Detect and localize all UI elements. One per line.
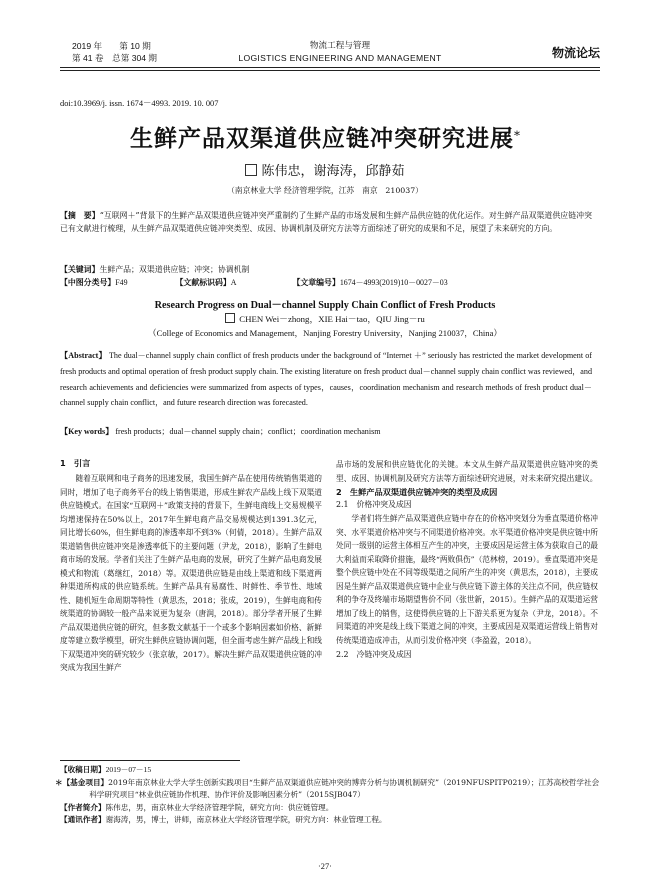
article-no-label: 【文章编号】 (292, 278, 340, 287)
clc-value: F49 (115, 278, 128, 287)
subsection-2-1-paragraph: 学者们将生鲜产品双渠道供应链中存在的价格冲突划分为垂直渠道价格冲突、水平渠道价格冲突与不同渠道价格冲突。水平渠道价格冲突是供应链中所处同一级别的运营主体相互产生的冲突，主要成因是运营主体为获取自己的最大利益而采取降价措施，最终“两败俱伤”（范林榜，2019）。垂直渠道冲突是整个供应链中处在不同等级渠道之间所产生的冲突（黄思杰，2018），主要成因是生鲜产品双渠道供应链中企业与供应链下游主体的关注点不同，供应链权利的争夺及终端市场期望售价不同（张世新，2015）。生鲜产品的双渠道运营增加了线上的销售，这使得供应链的上下游关系更为复杂（尹龙，2018）。不同渠道的冲突是线上线下渠道之间的冲突，主要成因是双渠道运营线上销售对传统渠道造成冲击，从而引发价格冲突（李盈盈，2018）。 (336, 514, 598, 645)
authors-zh-line (0, 160, 650, 179)
authors-en-line (0, 312, 650, 325)
header-column: 物流论坛 (551, 46, 600, 60)
subsection-2-2-heading: 2.2 冷链冲突及成因 (336, 650, 412, 659)
abstract-zh-label: 【摘 要】 (60, 211, 100, 220)
received-label: 【收稿日期】 (60, 765, 106, 774)
abstract-en-text: The dual－channel supply chain conflict of fresh products under the background of “Internet ＋” seriously has restricted the market development of fresh products and optimal operation of fresh product supply chain. The existing literature on fresh product dual－channel supply chain conflict was reviewed，and research achievements and deficiencies were summarized from aspects of types，causes，coordination mechanism and research methods of fresh product dual－channel supply chain conflict，and future research direction was forecasted. (60, 351, 592, 408)
section-1-heading: 1 引言 (60, 458, 91, 468)
footnote-author (60, 802, 600, 815)
abstract-en-label: 【Abstract】 (60, 351, 107, 360)
author-bio-label: 【作者简介】 (60, 802, 106, 812)
keywords-zh-text: 生鲜产品；双渠道供应链；冲突；协调机制 (99, 265, 250, 274)
contact-text: 谢海涛，男，博士，讲师，南京林业大学经济管理学院，研究方向：林业管理工程。 (105, 815, 387, 824)
abstract-zh-text: “互联网＋”背景下的生鲜产品双渠道供应链冲突严重制约了生鲜产品的市场发展和生鲜产品供应链的优化运作。对生鲜产品双渠道供应链冲突已有文献进行梳理，从生鲜产品双渠道供应链冲突类型、成因、协调机制及研究方法等方面综述了研究的成果和不足，展望了未来研究的方向。 (60, 211, 592, 233)
keywords-en-label: 【Key words】 (60, 427, 114, 436)
fund-text: 2019年南京林业大学大学生创新实践项目“生鲜产品双渠道供应链冲突的博弈分析与协调机制研究”（2019NFUSPITP0219）；江苏高校哲学社会科学研究项目“林业供应链协作机理、协作评价及影响因素分析”（2015SJB047） (89, 777, 600, 799)
subsection-2-1-heading: 2.1 价格冲突及成因 (336, 500, 412, 509)
header-year-issue: 2019 年 第 10 期 (72, 41, 151, 51)
header-volume: 第 41 卷 总第 304 期 (72, 53, 158, 63)
left-column (60, 458, 322, 675)
section-1-paragraph: 随着互联网和电子商务的迅速发展，我国生鲜产品在使用传统销售渠道的同时，增加了电子商务平台的线上销售渠道，形成生鲜农产品线上线下双渠道供应链模式。在国家“互联网＋”政策支持的背景下，生鲜电商线上交易规模平均增速保持在50%以上，2017年生鲜电商产品交易规模达到1391.3亿元，同比增长60%，但生鲜电商的渗透率却不到3%（何倩，2018）。生鲜产品双渠道销售供应链冲突是渗透率低下的主要问题（尹龙，2018），影响了生鲜电商市场的发展。学者们关注了生鲜产品电商的发展，研究了生鲜产品电商发展模式和物流（葛继红，2018）等。双渠道供应链是由线上渠道和线下渠道两种渠道所构成的供应链系统。生鲜产品具有易腐性、时鲜性、季节性、地域性、随机短生命周期等特性（黄思杰，2018；张成，2019），生鲜电商和传统渠道的协调较一般产品来说更为复杂（唐润，2018）。部分学者开展了生鲜产品双渠道供应链的研究，但多数文献基于一个或多个影响因素如价格、新鲜度等建立数学模型，研究生鲜供应链协调问题，但全面考虑生鲜产品线上和线下双渠道冲突的研究较少（张京敏，2017）。解决生鲜产品双渠道供应链的冲突成为我国生鲜产 (60, 474, 322, 672)
keywords-zh (60, 263, 592, 276)
title-zh: 生鲜产品双渠道供应链冲突研究进展 (130, 126, 514, 152)
footnote-received (60, 764, 600, 777)
authors-zh: 陈伟忠，谢海涛，邱静茹 (261, 164, 405, 179)
title-footnote-mark: * (514, 128, 520, 143)
article-no-value: 1674－4993(2019)10－0027－03 (339, 278, 448, 287)
doc-code-label: 【文献标识码】 (175, 278, 231, 287)
right-column (336, 458, 598, 660)
clc-label: 【中图分类号】 (60, 278, 116, 287)
title-block (0, 120, 650, 153)
page-number: ·27· (318, 862, 332, 871)
authors-en: CHEN Wei－zhong，XIE Hai－tao，QIU Jing－ru (239, 314, 425, 324)
title-en: Research Progress on Dual－channel Supply Chain Conflict of Fresh Products (154, 300, 496, 311)
keywords-en-text: fresh products；dual－channel supply chain；conflict；coordination mechanism (115, 427, 381, 436)
header-journal-en: LOGISTICS ENGINEERING AND MANAGEMENT (238, 53, 442, 63)
keywords-en (60, 426, 592, 437)
author-en-box-icon (225, 313, 235, 323)
header-rule-bottom (60, 70, 600, 71)
author-bio-text: 陈伟忠，男，南京林业大学经济管理学院，研究方向：供应链管理。 (105, 802, 334, 812)
keywords-zh-label: 【关键词】 (60, 265, 100, 274)
received-date: 2019－07－15 (105, 765, 152, 774)
abstract-zh (60, 210, 592, 235)
section-2-heading: 2 生鲜产品双渠道供应链冲突的类型及成因 (336, 487, 498, 497)
abstract-en (60, 348, 592, 411)
header-rule-top (60, 67, 600, 68)
classification-line (60, 276, 592, 289)
doi: doi:10.3969/j. issn. 1674－4993. 2019. 10. 007 (60, 99, 219, 108)
footnote-contact (60, 814, 600, 827)
footnote-fund (55, 777, 600, 802)
header-journal-zh: 物流工程与管理 (309, 41, 371, 51)
footnotes (55, 764, 600, 827)
author-box-icon (245, 164, 257, 176)
doc-code-value: A (230, 278, 237, 287)
fund-label: ＊【基金项目】 (55, 777, 109, 787)
contact-label: 【通讯作者】 (60, 815, 106, 824)
intro-continued-paragraph: 品市场的发展和供应链优化的关键。本文从生鲜产品双渠道供应链冲突的类型、成因、协调机制及研究方法等方面综述研究进展，对未来研究提出建议。 (336, 460, 598, 483)
footnote-divider (60, 760, 240, 761)
affiliation-en: （College of Economics and Management，Nanjing Forestry University，Nanjing 210037，China） (148, 328, 502, 338)
affiliation-zh: （南京林业大学 经济管理学院，江苏 南京 210037） (227, 186, 423, 195)
